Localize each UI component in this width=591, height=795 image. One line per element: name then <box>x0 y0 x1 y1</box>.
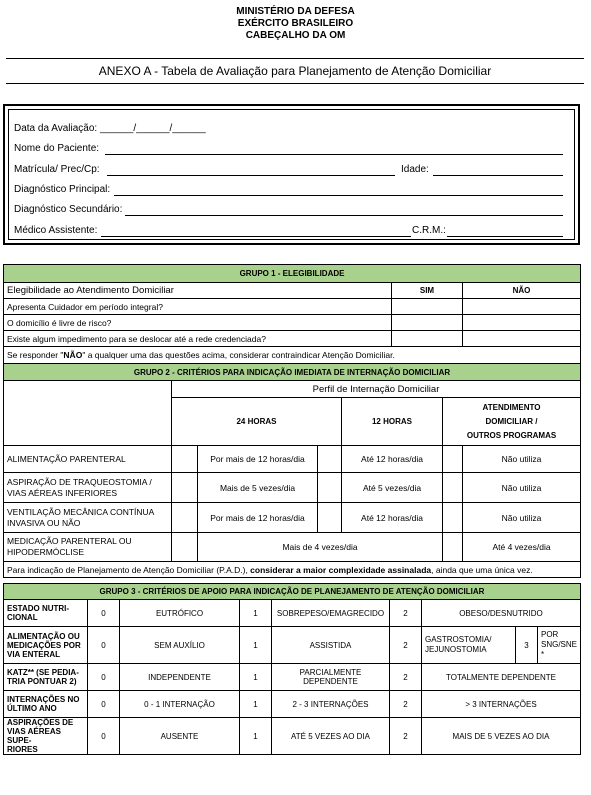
label-line: ÚLTIMO ANO <box>7 704 57 713</box>
check-atend-1[interactable] <box>443 446 463 473</box>
cell-med-main: Mais de 4 vezes/dia <box>198 533 443 562</box>
label-line: VIAS AÉREAS INFERIORES <box>7 487 118 498</box>
group1-note-bold: NÃO <box>63 350 83 360</box>
label-aspiracoes <box>4 718 88 755</box>
group2-title: GRUPO 2 - CRITÉRIOS PARA INDICAÇÃO IMEDIATA DE INTERNAÇÃO DOMICILIAR <box>4 364 581 381</box>
group1-group2-table <box>3 264 581 578</box>
label-line: MEDICAÇÃO PARENTERAL OU <box>7 536 132 546</box>
score-1[interactable]: 1 <box>240 600 272 627</box>
answer-sim-1[interactable] <box>392 299 463 315</box>
desc-line: * <box>541 650 545 659</box>
answer-nao-3[interactable] <box>463 331 581 347</box>
cell-med-alt: Até 4 vezes/dia <box>463 533 581 562</box>
header-om: CABEÇALHO DA OM <box>245 30 346 41</box>
label-line: MEDICAÇÕES POR <box>7 640 81 650</box>
matricula-label: Matrícula/ Prec/Cp: <box>14 164 100 175</box>
label-line: ALIMENTAÇÃO OU <box>7 631 80 641</box>
check-med-main[interactable] <box>172 533 198 562</box>
desc-line: SNG/SNE <box>541 640 578 649</box>
page-title: ANEXO A - Tabela de Avaliação para Planejamento de Atenção Domiciliar <box>6 58 584 84</box>
doctor-label: Médico Assistente: <box>14 225 98 236</box>
group1-title: GRUPO 1 - ELEGIBILIDADE <box>4 265 581 283</box>
desc-1: ASSISTIDA <box>272 627 390 664</box>
score-3[interactable]: 3 <box>516 627 538 664</box>
group1-col-header: Elegibilidade ao Atendimento Domiciliar <box>4 283 392 299</box>
label-internacoes <box>4 691 88 718</box>
desc-1: 2 - 3 INTERNAÇÕES <box>272 691 390 718</box>
desc-line: GASTROSTOMIA/ <box>425 635 492 644</box>
group1-note <box>4 347 581 364</box>
row-label-aspiracao <box>4 473 172 503</box>
answer-nao-1[interactable] <box>463 299 581 315</box>
desc-line: JEJUNOSTOMIA <box>425 645 487 654</box>
row-label-parenteral <box>4 446 172 473</box>
age-label: Idade: <box>401 164 429 175</box>
cell-atend-3: Não utiliza <box>463 503 581 533</box>
label-line: ESTADO NUTRI- <box>7 604 70 613</box>
score-1[interactable]: 1 <box>240 691 272 718</box>
desc-2: > 3 INTERNAÇÕES <box>422 691 581 718</box>
row-label-medicacao <box>4 533 172 562</box>
desc-0: EUTRÓFICO <box>120 600 240 627</box>
cell-12h-3: Até 12 horas/dia <box>342 503 443 533</box>
desc-3 <box>538 627 581 664</box>
cell-atend-2: Não utiliza <box>463 473 581 503</box>
header-12h: 12 HORAS <box>342 398 443 446</box>
label-line: HIPODERMÓCLISE <box>7 547 84 557</box>
group2-note-pre: Para indicação de Planejamento de Atenção Domiciliar (P.A.D.), <box>7 564 251 575</box>
check-24h-2[interactable] <box>172 473 198 503</box>
answer-sim-3[interactable] <box>392 331 463 347</box>
secondary-diagnosis-field[interactable] <box>125 203 563 216</box>
group1-note-post: " a qualquer uma das questões acima, considerar contraindicar Atenção Domiciliar. <box>82 350 395 360</box>
label-katz <box>4 664 88 691</box>
crm-label: C.R.M.: <box>412 225 446 236</box>
desc-0: SEM AUXÍLIO <box>120 627 240 664</box>
label-line: ASPIRAÇÃO DE TRAQUEOSTOMIA / <box>7 476 152 487</box>
label-line: TRIA PONTUAR 2) <box>7 677 77 686</box>
label-line: RIORES <box>7 745 38 754</box>
desc-line: POR <box>541 630 559 639</box>
matricula-field[interactable] <box>107 163 395 176</box>
check-24h-1[interactable] <box>172 446 198 473</box>
header-atendimento <box>443 398 581 446</box>
cell-atend-1: Não utiliza <box>463 446 581 473</box>
score-0[interactable]: 0 <box>88 600 120 627</box>
score-1[interactable]: 1 <box>240 664 272 691</box>
col-sim: SIM <box>392 283 463 299</box>
header-ministry: MINISTÉRIO DA DEFESA <box>236 6 355 17</box>
secondary-diagnosis-label: Diagnóstico Secundário: <box>14 204 123 215</box>
atend-line2: DOMICILIAR / <box>485 416 538 426</box>
desc-1: SOBREPESO/EMAGRECIDO <box>272 600 390 627</box>
cell-24h-2: Mais de 5 vezes/dia <box>198 473 318 503</box>
header-army: EXÉRCITO BRASILEIRO <box>237 18 354 29</box>
score-1[interactable]: 1 <box>240 627 272 664</box>
atend-line1: ATENDIMENTO <box>482 402 541 412</box>
score-1[interactable]: 1 <box>240 718 272 755</box>
label-line: VIA ENTERAL <box>7 649 61 659</box>
row-label-ventilacao <box>4 503 172 533</box>
group2-note-bold: considerar a maior complexidade assinalada <box>250 564 432 575</box>
score-0[interactable]: 0 <box>88 664 120 691</box>
group1-note-pre: Se responder " <box>7 350 64 360</box>
desc-2 <box>422 627 516 664</box>
patient-info-box <box>3 104 580 245</box>
label-line: KATZ** (SE PEDIA- <box>7 668 79 677</box>
cell-24h-1: Por mais de 12 horas/dia <box>198 446 318 473</box>
check-atend-3[interactable] <box>443 503 463 533</box>
evaluation-date-field[interactable]: Data da Avaliação: ______/______/______ <box>14 123 206 134</box>
label-line: INVASIVA OU NÃO <box>7 517 81 528</box>
label-alimentacao-enteral <box>4 627 88 664</box>
score-0[interactable]: 0 <box>88 691 120 718</box>
question-home-risk: O domicílio é livre de risco? <box>4 315 392 331</box>
cell-24h-3: Por mais de 12 horas/dia <box>198 503 318 533</box>
desc-0: INDEPENDENTE <box>120 664 240 691</box>
patient-name-field[interactable] <box>105 142 563 155</box>
profile-header: Perfil de Internação Domiciliar <box>172 381 581 398</box>
desc-2: OBESO/DESNUTRIDO <box>422 600 581 627</box>
group2-note-post: , ainda que uma única vez. <box>431 564 533 575</box>
label-line: INTERNAÇÕES NO <box>7 695 80 704</box>
label-line: VENTILAÇÃO MECÂNICA CONTÍNUA <box>7 506 155 517</box>
main-diagnosis-field[interactable] <box>114 183 563 196</box>
group2-note <box>4 562 581 578</box>
group3-table <box>3 583 581 755</box>
col-nao: NÃO <box>463 283 581 299</box>
score-2[interactable]: 2 <box>390 627 422 664</box>
score-0[interactable]: 0 <box>88 627 120 664</box>
answer-nao-2[interactable] <box>463 315 581 331</box>
score-2[interactable]: 2 <box>390 691 422 718</box>
label-line: CIONAL <box>7 613 38 622</box>
desc-0: AUSENTE <box>120 718 240 755</box>
main-diagnosis-label: Diagnóstico Principal: <box>14 184 111 195</box>
label-line: ASPIRAÇÕES DE <box>7 718 74 727</box>
desc-1: ATÉ 5 VEZES AO DIA <box>272 718 390 755</box>
label-line: VIAS AÉREAS SUPE- <box>7 727 61 745</box>
answer-sim-2[interactable] <box>392 315 463 331</box>
header-24h: 24 HORAS <box>172 398 342 446</box>
question-caregiver: Apresenta Cuidador em período integral? <box>4 299 392 315</box>
cell-12h-2: Até 5 vezes/dia <box>342 473 443 503</box>
label-estado-nutricional <box>4 600 88 627</box>
group2-corner <box>4 381 172 446</box>
score-2[interactable]: 2 <box>390 600 422 627</box>
check-12h-3[interactable] <box>318 503 342 533</box>
question-mobility: Existe algum impedimento para se deslocar até a rede credenciada? <box>4 331 392 347</box>
age-field[interactable] <box>433 163 563 176</box>
desc-0: 0 - 1 INTERNAÇÃO <box>120 691 240 718</box>
check-12h-1[interactable] <box>318 446 342 473</box>
score-0[interactable]: 0 <box>88 718 120 755</box>
patient-info-inner <box>8 109 575 240</box>
atend-line3: OUTROS PROGRAMAS <box>466 430 557 440</box>
doctor-field[interactable] <box>101 224 411 237</box>
desc-2: TOTALMENTE DEPENDENTE <box>422 664 581 691</box>
check-atend-2[interactable] <box>443 473 463 503</box>
label-line: ALIMENTAÇÃO PARENTERAL <box>7 454 126 464</box>
check-24h-3[interactable] <box>172 503 198 533</box>
score-2[interactable]: 2 <box>390 664 422 691</box>
patient-name-label: Nome do Paciente: <box>14 143 100 154</box>
crm-field[interactable] <box>447 224 563 237</box>
check-med-alt[interactable] <box>443 533 463 562</box>
score-2[interactable]: 2 <box>390 718 422 755</box>
desc-1: PARCIALMENTE DEPENDENTE <box>272 664 390 691</box>
group3-title: GRUPO 3 - CRITÉRIOS DE APOIO PARA INDICAÇÃO DE PLANEJAMENTO DE ATENÇÃO DOMICILIAR <box>4 584 581 600</box>
desc-2: MAIS DE 5 VEZES AO DIA <box>422 718 581 755</box>
check-12h-2[interactable] <box>318 473 342 503</box>
cell-12h-1: Até 12 horas/dia <box>342 446 443 473</box>
